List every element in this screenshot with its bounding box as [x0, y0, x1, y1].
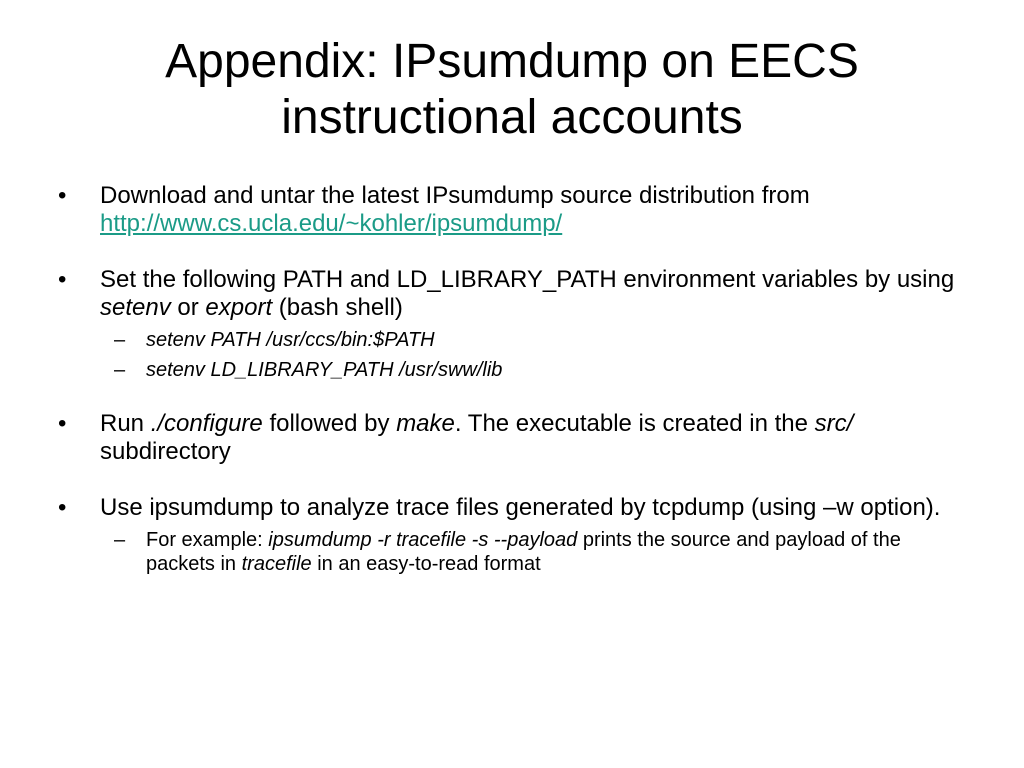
sub-bullet-example [0, 528, 1024, 576]
bullet-set-path [0, 266, 1024, 322]
sub-bullet-text-a: For example: [146, 529, 269, 551]
sub-bullet-marker: – [114, 329, 126, 351]
bullet-text-a: Set the following PATH and LD_LIBRARY_PATH environment variables by using [100, 266, 955, 293]
bullet-em-setenv: setenv [100, 294, 171, 321]
bullet-text-d: subdirectory [100, 438, 231, 465]
bullet-text: Use ipsumdump to analyze trace files generated by tcpdump (using –w option). [100, 494, 941, 521]
sub-bullet-em-command: ipsumdump -r tracefile -s --payload [268, 529, 578, 551]
slide-title [60, 34, 964, 146]
bullet-text-c: . The executable is created in the [454, 410, 815, 437]
bullet-em-configure: ./configure [150, 410, 263, 437]
title-line-1: Appendix: IPsumdump on EECS [165, 35, 859, 88]
bullet-use-ipsumdump [0, 494, 1024, 522]
bullet-marker: • [58, 410, 67, 437]
bullet-em-make: make [396, 410, 455, 437]
sub-bullet-text-c: in an easy-to-read format [311, 553, 541, 575]
bullet-em-src: src/ [814, 410, 854, 437]
bullet-marker: • [58, 182, 67, 209]
bullet-download [0, 182, 1024, 238]
bullet-text-c: (bash shell) [272, 294, 403, 321]
title-line-2: instructional accounts [281, 91, 743, 144]
bullet-marker: • [58, 266, 67, 293]
bullet-text-b: or [170, 294, 206, 321]
bullet-text: Download and untar the latest IPsumdump source distribution from [100, 182, 810, 209]
bullet-em-export: export [205, 294, 273, 321]
sub-bullet-marker: – [114, 529, 126, 551]
sub-bullet-text: setenv LD_LIBRARY_PATH /usr/sww/lib [146, 359, 503, 381]
ipsumdump-link[interactable]: http://www.cs.ucla.edu/~kohler/ipsumdump/ [100, 210, 563, 237]
sub-bullet-em-tracefile: tracefile [241, 553, 312, 575]
bullet-text-a: Run [100, 410, 151, 437]
slide-body [0, 182, 1024, 576]
sub-bullet-ld-library-path [0, 358, 1024, 382]
sub-bullet-text: setenv PATH /usr/ccs/bin:$PATH [146, 329, 435, 351]
bullet-run-configure [0, 410, 1024, 466]
sub-bullet-marker: – [114, 359, 126, 381]
sub-bullet-text-b: prints the source and payload of the packets in [146, 529, 901, 575]
bullet-text-b: followed by [262, 410, 397, 437]
bullet-marker: • [58, 494, 67, 521]
sub-bullet-path [0, 328, 1024, 352]
